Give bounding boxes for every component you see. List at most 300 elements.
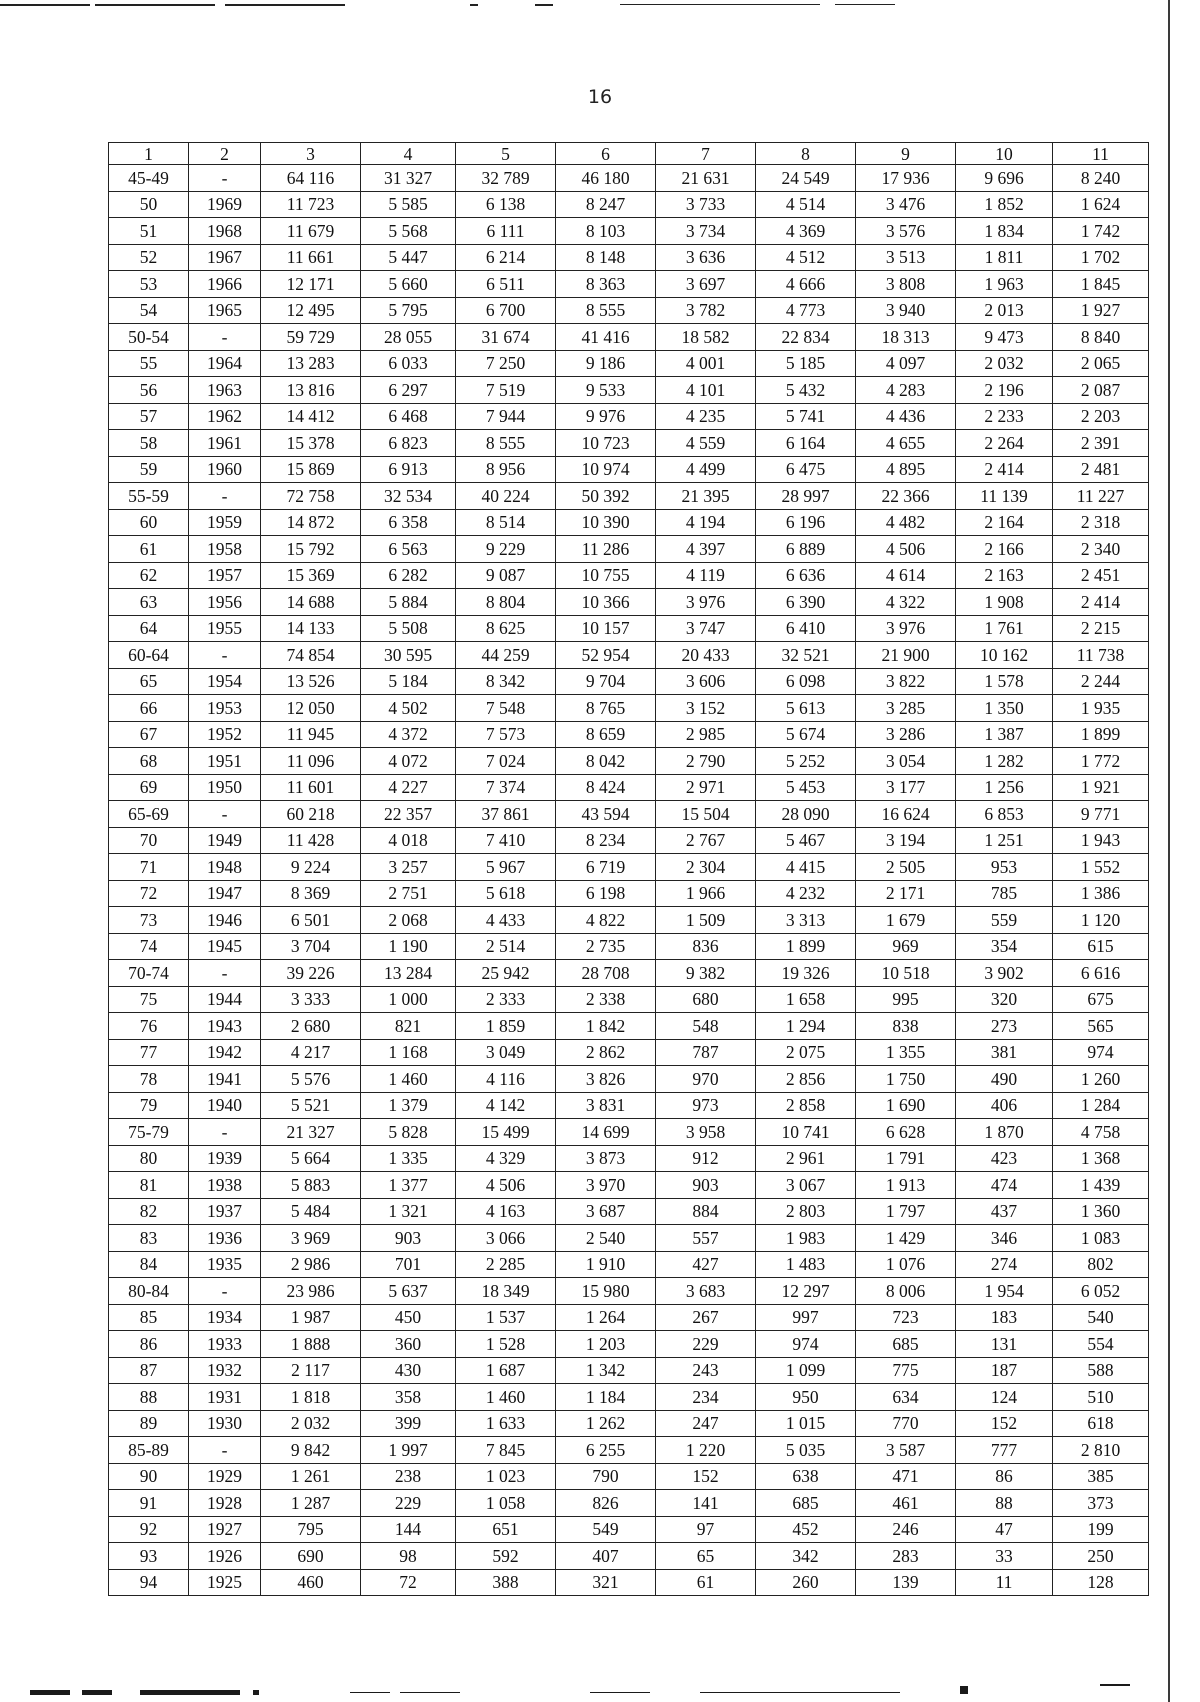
value-cell: 1 791 [856, 1145, 956, 1172]
value-cell: 618 [1053, 1410, 1149, 1437]
value-cell: 5 576 [261, 1066, 361, 1093]
value-cell: 260 [756, 1569, 856, 1596]
value-cell: 2 767 [656, 827, 756, 854]
value-cell: 2 340 [1053, 536, 1149, 563]
value-cell: 141 [656, 1490, 756, 1517]
value-cell: 28 055 [361, 324, 456, 351]
value-cell: 11 428 [261, 827, 361, 854]
value-cell: 229 [656, 1331, 756, 1358]
value-cell: 5 795 [361, 297, 456, 324]
value-cell: 5 637 [361, 1278, 456, 1305]
birth-year-cell: 1969 [189, 191, 261, 218]
value-cell: 2 414 [1053, 589, 1149, 616]
value-cell: 1 355 [856, 1039, 956, 1066]
value-cell: 3 940 [856, 297, 956, 324]
value-cell: 8 956 [456, 456, 556, 483]
value-cell: 199 [1053, 1516, 1149, 1543]
value-cell: 9 976 [556, 403, 656, 430]
value-cell: 97 [656, 1516, 756, 1543]
value-cell: 15 504 [656, 801, 756, 828]
value-cell: 10 741 [756, 1119, 856, 1146]
column-header-2: 2 [189, 143, 261, 165]
value-cell: 37 861 [456, 801, 556, 828]
value-cell: 1 076 [856, 1251, 956, 1278]
value-cell: 2 164 [956, 509, 1053, 536]
value-cell: 690 [261, 1543, 361, 1570]
value-cell: 8 555 [456, 430, 556, 457]
value-cell: 8 804 [456, 589, 556, 616]
value-cell: 14 688 [261, 589, 361, 616]
value-cell: 2 971 [656, 774, 756, 801]
age-cell: 61 [109, 536, 189, 563]
value-cell: 6 719 [556, 854, 656, 881]
birth-year-cell: 1942 [189, 1039, 261, 1066]
value-cell: 3 902 [956, 960, 1053, 987]
value-cell: 1 845 [1053, 271, 1149, 298]
value-cell: 2 203 [1053, 403, 1149, 430]
value-cell: 6 410 [756, 615, 856, 642]
value-cell: 8 042 [556, 748, 656, 775]
age-cell: 55 [109, 350, 189, 377]
value-cell: 2 215 [1053, 615, 1149, 642]
value-cell: 246 [856, 1516, 956, 1543]
value-cell: 1 203 [556, 1331, 656, 1358]
value-cell: 2 856 [756, 1066, 856, 1093]
birth-year-cell: 1948 [189, 854, 261, 881]
value-cell: 3 333 [261, 986, 361, 1013]
value-cell: 21 327 [261, 1119, 361, 1146]
value-cell: 884 [656, 1198, 756, 1225]
value-cell: 1 439 [1053, 1172, 1149, 1199]
value-cell: 7 024 [456, 748, 556, 775]
value-cell: 64 116 [261, 165, 361, 192]
value-cell: 4 502 [361, 695, 456, 722]
age-cell: 59 [109, 456, 189, 483]
value-cell: 549 [556, 1516, 656, 1543]
value-cell: 250 [1053, 1543, 1149, 1570]
value-cell: 7 845 [456, 1437, 556, 1464]
value-cell: 3 826 [556, 1066, 656, 1093]
table-row [109, 589, 1149, 616]
value-cell: 18 349 [456, 1278, 556, 1305]
birth-year-cell: 1947 [189, 880, 261, 907]
value-cell: 283 [856, 1543, 956, 1570]
value-cell: 3 734 [656, 218, 756, 245]
value-cell: 15 792 [261, 536, 361, 563]
table-row [109, 350, 1149, 377]
value-cell: 565 [1053, 1013, 1149, 1040]
age-cell: 86 [109, 1331, 189, 1358]
value-cell: 430 [361, 1357, 456, 1384]
value-cell: 3 969 [261, 1225, 361, 1252]
value-cell: 1 483 [756, 1251, 856, 1278]
column-header-8: 8 [756, 143, 856, 165]
value-cell: 4 072 [361, 748, 456, 775]
value-cell: 2 986 [261, 1251, 361, 1278]
value-cell: 3 257 [361, 854, 456, 881]
value-cell: 5 467 [756, 827, 856, 854]
value-cell: 9 382 [656, 960, 756, 987]
value-cell: 4 283 [856, 377, 956, 404]
value-cell: 5 884 [361, 589, 456, 616]
value-cell: 5 447 [361, 244, 456, 271]
value-cell: 8 555 [556, 297, 656, 324]
value-cell: 2 196 [956, 377, 1053, 404]
value-cell: 28 997 [756, 483, 856, 510]
value-cell: 5 618 [456, 880, 556, 907]
value-cell: 6 196 [756, 509, 856, 536]
value-cell: 8 424 [556, 774, 656, 801]
column-header-11: 11 [1053, 143, 1149, 165]
value-cell: 1 761 [956, 615, 1053, 642]
table-row [109, 1251, 1149, 1278]
age-cell: 85-89 [109, 1437, 189, 1464]
birth-year-cell: 1961 [189, 430, 261, 457]
value-cell: 8 234 [556, 827, 656, 854]
value-cell: 6 358 [361, 509, 456, 536]
table-row [109, 1092, 1149, 1119]
table-row [109, 1569, 1149, 1596]
value-cell: 7 519 [456, 377, 556, 404]
value-cell: 1 624 [1053, 191, 1149, 218]
value-cell: 238 [361, 1463, 456, 1490]
value-cell: 4 655 [856, 430, 956, 457]
birth-year-cell: 1940 [189, 1092, 261, 1119]
value-cell: 1 943 [1053, 827, 1149, 854]
value-cell: 1 899 [1053, 721, 1149, 748]
value-cell: 6 913 [361, 456, 456, 483]
value-cell: 2 338 [556, 986, 656, 1013]
value-cell: 1 834 [956, 218, 1053, 245]
value-cell: 2 075 [756, 1039, 856, 1066]
value-cell: 651 [456, 1516, 556, 1543]
value-cell: 3 587 [856, 1437, 956, 1464]
value-cell: 124 [956, 1384, 1053, 1411]
value-cell: 1 983 [756, 1225, 856, 1252]
value-cell: 5 484 [261, 1198, 361, 1225]
value-cell: 12 050 [261, 695, 361, 722]
value-cell: 2 414 [956, 456, 1053, 483]
value-cell: 8 006 [856, 1278, 956, 1305]
value-cell: 1 282 [956, 748, 1053, 775]
value-cell: 16 624 [856, 801, 956, 828]
value-cell: 10 518 [856, 960, 956, 987]
age-cell: 89 [109, 1410, 189, 1437]
value-cell: 1 528 [456, 1331, 556, 1358]
age-cell: 75-79 [109, 1119, 189, 1146]
value-cell: 1 935 [1053, 695, 1149, 722]
value-cell: 8 247 [556, 191, 656, 218]
value-cell: 950 [756, 1384, 856, 1411]
value-cell: 4 227 [361, 774, 456, 801]
value-cell: 7 374 [456, 774, 556, 801]
value-cell: 9 533 [556, 377, 656, 404]
value-cell: 4 232 [756, 880, 856, 907]
value-cell: 1 377 [361, 1172, 456, 1199]
value-cell: 60 218 [261, 801, 361, 828]
age-cell: 72 [109, 880, 189, 907]
value-cell: 388 [456, 1569, 556, 1596]
birth-year-cell: 1956 [189, 589, 261, 616]
value-cell: 1 184 [556, 1384, 656, 1411]
scan-right-edge-line [1168, 0, 1170, 1702]
value-cell: 1 342 [556, 1357, 656, 1384]
birth-year-cell: 1932 [189, 1357, 261, 1384]
value-cell: 98 [361, 1543, 456, 1570]
table-row [109, 1384, 1149, 1411]
value-cell: 15 369 [261, 562, 361, 589]
value-cell: 903 [361, 1225, 456, 1252]
table-body [109, 165, 1149, 1596]
value-cell: 11 139 [956, 483, 1053, 510]
value-cell: 6 098 [756, 668, 856, 695]
value-cell: 4 614 [856, 562, 956, 589]
value-cell: 61 [656, 1569, 756, 1596]
value-cell: 358 [361, 1384, 456, 1411]
value-cell: 234 [656, 1384, 756, 1411]
value-cell: 2 264 [956, 430, 1053, 457]
value-cell: 3 286 [856, 721, 956, 748]
value-cell: 6 636 [756, 562, 856, 589]
value-cell: 152 [656, 1463, 756, 1490]
population-table [108, 142, 1149, 1596]
value-cell: 22 834 [756, 324, 856, 351]
value-cell: 452 [756, 1516, 856, 1543]
value-cell: 6 052 [1053, 1278, 1149, 1305]
value-cell: 3 747 [656, 615, 756, 642]
value-cell: 3 822 [856, 668, 956, 695]
value-cell: 11 096 [261, 748, 361, 775]
value-cell: 5 508 [361, 615, 456, 642]
birth-year-cell: 1946 [189, 907, 261, 934]
value-cell: 8 765 [556, 695, 656, 722]
value-cell: 775 [856, 1357, 956, 1384]
value-cell: 10 366 [556, 589, 656, 616]
value-cell: 510 [1053, 1384, 1149, 1411]
birth-year-cell: 1951 [189, 748, 261, 775]
value-cell: 6 511 [456, 271, 556, 298]
value-cell: 4 506 [856, 536, 956, 563]
age-cell: 64 [109, 615, 189, 642]
value-cell: 1 260 [1053, 1066, 1149, 1093]
age-cell: 70 [109, 827, 189, 854]
value-cell: 974 [756, 1331, 856, 1358]
birth-year-cell: 1931 [189, 1384, 261, 1411]
birth-year-cell: 1949 [189, 827, 261, 854]
value-cell: 554 [1053, 1331, 1149, 1358]
value-cell: 15 980 [556, 1278, 656, 1305]
value-cell: 1 015 [756, 1410, 856, 1437]
value-cell: 4 116 [456, 1066, 556, 1093]
birth-year-cell: - [189, 165, 261, 192]
value-cell: 4 512 [756, 244, 856, 271]
value-cell: 15 499 [456, 1119, 556, 1146]
value-cell: 4 235 [656, 403, 756, 430]
value-cell: 32 534 [361, 483, 456, 510]
value-cell: 12 171 [261, 271, 361, 298]
value-cell: 777 [956, 1437, 1053, 1464]
birth-year-cell: 1937 [189, 1198, 261, 1225]
value-cell: 44 259 [456, 642, 556, 669]
value-cell: 342 [756, 1543, 856, 1570]
value-cell: 8 342 [456, 668, 556, 695]
value-cell: 139 [856, 1569, 956, 1596]
value-cell: 3 683 [656, 1278, 756, 1305]
value-cell: 787 [656, 1039, 756, 1066]
value-cell: 790 [556, 1463, 656, 1490]
value-cell: 4 822 [556, 907, 656, 934]
table-row [109, 1304, 1149, 1331]
age-cell: 87 [109, 1357, 189, 1384]
value-cell: 4 119 [656, 562, 756, 589]
value-cell: 22 357 [361, 801, 456, 828]
value-cell: 2 803 [756, 1198, 856, 1225]
value-cell: 86 [956, 1463, 1053, 1490]
value-cell: 28 090 [756, 801, 856, 828]
value-cell: 5 521 [261, 1092, 361, 1119]
value-cell: 6 468 [361, 403, 456, 430]
value-cell: 2 032 [261, 1410, 361, 1437]
value-cell: 592 [456, 1543, 556, 1570]
value-cell: 995 [856, 986, 956, 1013]
value-cell: 1 658 [756, 986, 856, 1013]
value-cell: 74 854 [261, 642, 361, 669]
value-cell: 6 628 [856, 1119, 956, 1146]
age-cell: 80 [109, 1145, 189, 1172]
value-cell: 7 410 [456, 827, 556, 854]
birth-year-cell: - [189, 642, 261, 669]
table-row [109, 933, 1149, 960]
table-row [109, 1331, 1149, 1358]
value-cell: 2 304 [656, 854, 756, 881]
value-cell: 128 [1053, 1569, 1149, 1596]
value-cell: 1 220 [656, 1437, 756, 1464]
age-cell: 45-49 [109, 165, 189, 192]
value-cell: 6 501 [261, 907, 361, 934]
value-cell: 6 853 [956, 801, 1053, 828]
value-cell: 6 198 [556, 880, 656, 907]
value-cell: 1 000 [361, 986, 456, 1013]
value-cell: 2 013 [956, 297, 1053, 324]
value-cell: 2 068 [361, 907, 456, 934]
value-cell: 1 262 [556, 1410, 656, 1437]
age-cell: 54 [109, 297, 189, 324]
value-cell: 1 954 [956, 1278, 1053, 1305]
birth-year-cell: 1925 [189, 1569, 261, 1596]
birth-year-cell: 1958 [189, 536, 261, 563]
value-cell: 4 559 [656, 430, 756, 457]
value-cell: 243 [656, 1357, 756, 1384]
value-cell: 65 [656, 1543, 756, 1570]
value-cell: 1 963 [956, 271, 1053, 298]
page-number: 16 [587, 86, 613, 108]
birth-year-cell: 1943 [189, 1013, 261, 1040]
value-cell: 1 966 [656, 880, 756, 907]
value-cell: 450 [361, 1304, 456, 1331]
column-header-4: 4 [361, 143, 456, 165]
value-cell: 1 387 [956, 721, 1053, 748]
value-cell: 1 552 [1053, 854, 1149, 881]
value-cell: 11 227 [1053, 483, 1149, 510]
value-cell: 1 870 [956, 1119, 1053, 1146]
value-cell: 4 369 [756, 218, 856, 245]
value-cell: 1 742 [1053, 218, 1149, 245]
value-cell: 675 [1053, 986, 1149, 1013]
value-cell: 461 [856, 1490, 956, 1517]
value-cell: 385 [1053, 1463, 1149, 1490]
value-cell: 4 142 [456, 1092, 556, 1119]
value-cell: 1 023 [456, 1463, 556, 1490]
value-cell: 3 873 [556, 1145, 656, 1172]
table-row [109, 218, 1149, 245]
value-cell: 9 696 [956, 165, 1053, 192]
age-cell: 60-64 [109, 642, 189, 669]
value-cell: 11 679 [261, 218, 361, 245]
table-row [109, 986, 1149, 1013]
value-cell: 3 152 [656, 695, 756, 722]
value-cell: 953 [956, 854, 1053, 881]
birth-year-cell: 1953 [189, 695, 261, 722]
value-cell: 10 390 [556, 509, 656, 536]
value-cell: 43 594 [556, 801, 656, 828]
birth-year-cell: 1957 [189, 562, 261, 589]
birth-year-cell: - [189, 801, 261, 828]
age-cell: 71 [109, 854, 189, 881]
value-cell: 1 256 [956, 774, 1053, 801]
birth-year-cell: 1964 [189, 350, 261, 377]
value-cell: 6 563 [361, 536, 456, 563]
value-cell: 4 895 [856, 456, 956, 483]
value-cell: 4 372 [361, 721, 456, 748]
value-cell: 32 521 [756, 642, 856, 669]
value-cell: 4 329 [456, 1145, 556, 1172]
value-cell: 1 168 [361, 1039, 456, 1066]
value-cell: 50 392 [556, 483, 656, 510]
value-cell: 821 [361, 1013, 456, 1040]
table-row [109, 165, 1149, 192]
value-cell: 437 [956, 1198, 1053, 1225]
value-cell: 24 549 [756, 165, 856, 192]
table-row [109, 1066, 1149, 1093]
value-cell: 4 097 [856, 350, 956, 377]
value-cell: 5 035 [756, 1437, 856, 1464]
value-cell: 18 313 [856, 324, 956, 351]
value-cell: 13 816 [261, 377, 361, 404]
column-header-3: 3 [261, 143, 361, 165]
value-cell: 6 033 [361, 350, 456, 377]
birth-year-cell: 1926 [189, 1543, 261, 1570]
value-cell: 21 631 [656, 165, 756, 192]
table-row [109, 297, 1149, 324]
value-cell: 1 908 [956, 589, 1053, 616]
value-cell: 969 [856, 933, 956, 960]
table-row [109, 907, 1149, 934]
birth-year-cell: 1950 [189, 774, 261, 801]
value-cell: 321 [556, 1569, 656, 1596]
value-cell: 10 974 [556, 456, 656, 483]
value-cell: 5 585 [361, 191, 456, 218]
birth-year-cell: 1930 [189, 1410, 261, 1437]
column-header-9: 9 [856, 143, 956, 165]
birth-year-cell: 1955 [189, 615, 261, 642]
value-cell: 46 180 [556, 165, 656, 192]
birth-year-cell: 1935 [189, 1251, 261, 1278]
birth-year-cell: 1966 [189, 271, 261, 298]
value-cell: 15 378 [261, 430, 361, 457]
value-cell: 2 751 [361, 880, 456, 907]
age-cell: 68 [109, 748, 189, 775]
value-cell: 1 772 [1053, 748, 1149, 775]
